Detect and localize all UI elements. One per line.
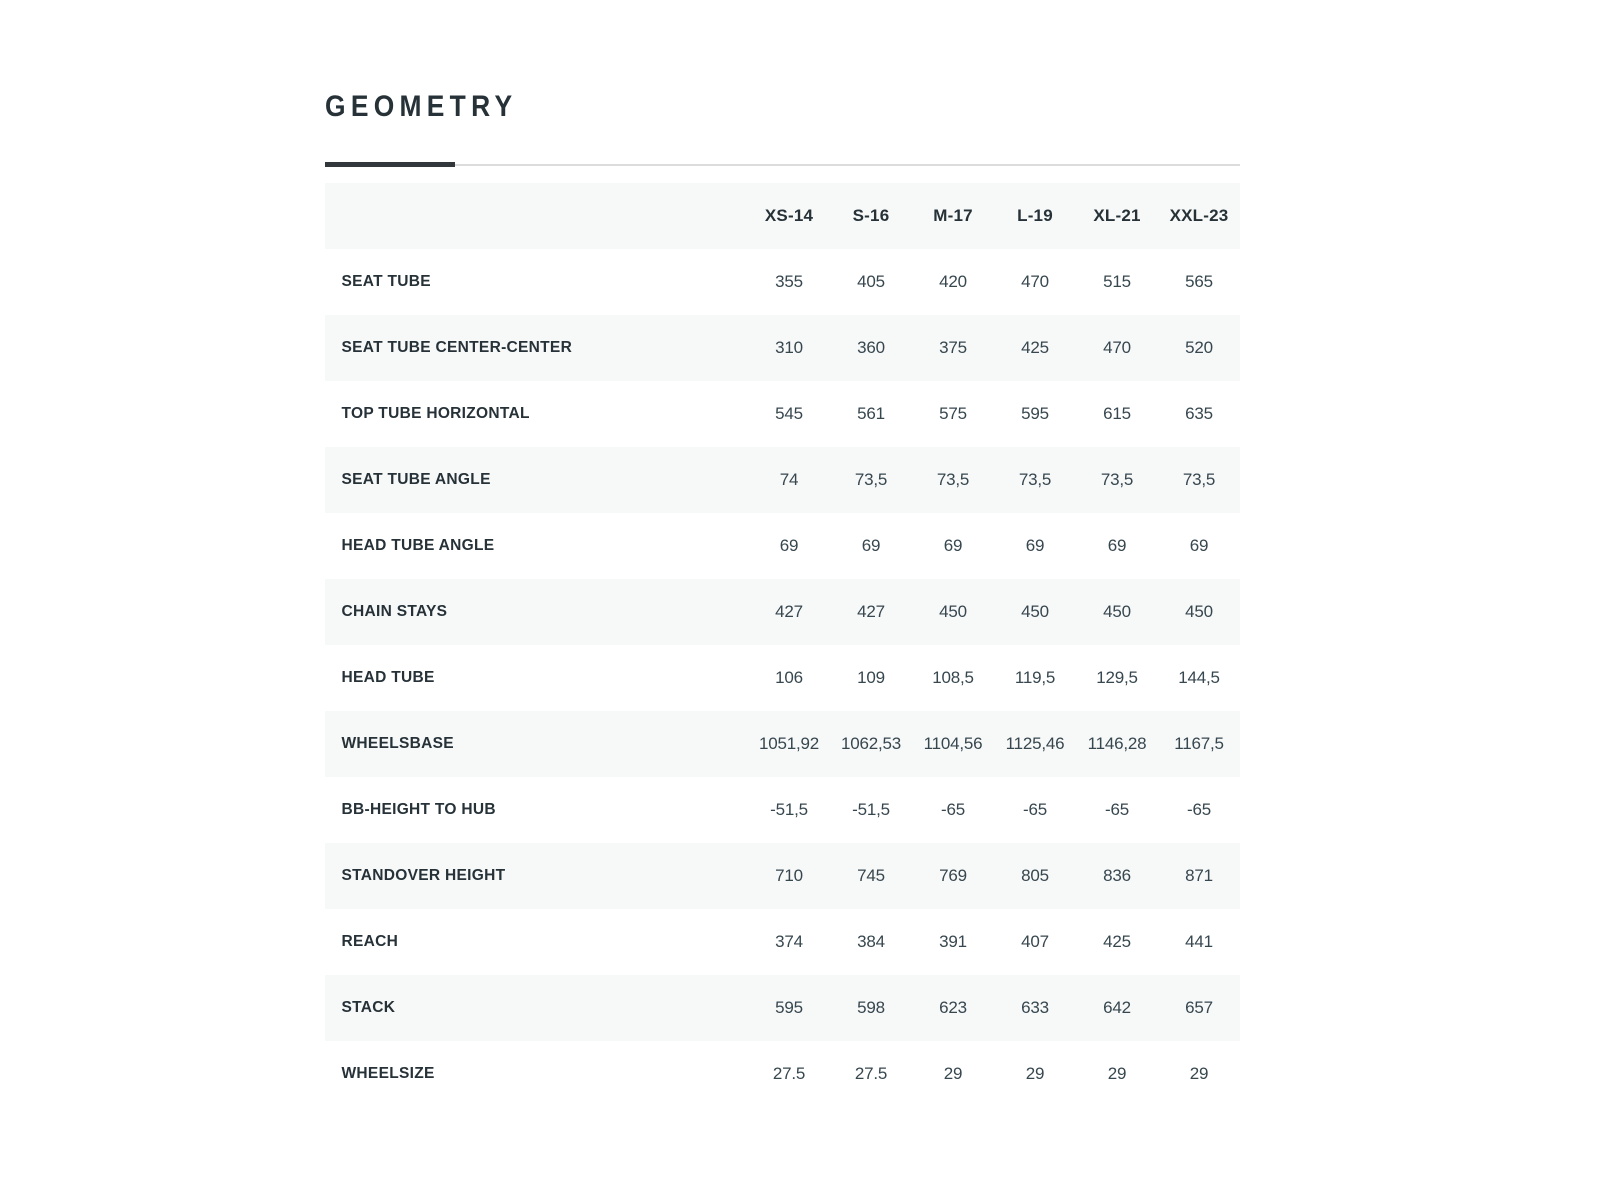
cell-value: 1062,53 <box>840 734 902 753</box>
table-row <box>325 315 1240 381</box>
cell-value: 420 <box>939 272 967 291</box>
cell-value: -51,5 <box>852 800 890 819</box>
cell-value: 73,5 <box>854 470 888 489</box>
cell-value: 69 <box>1025 536 1045 555</box>
title-divider <box>325 162 1240 167</box>
row-label: TOP TUBE HORIZONTAL <box>341 405 530 422</box>
cell-value: 73,5 <box>1018 470 1052 489</box>
cell-value: 69 <box>1189 536 1209 555</box>
cell-value: 69 <box>779 536 799 555</box>
cell-value: 69 <box>943 536 963 555</box>
cell-value: 565 <box>1185 272 1213 291</box>
cell-value: 633 <box>1021 998 1049 1017</box>
cell-value: 470 <box>1021 272 1049 291</box>
cell-value: 407 <box>1021 932 1049 951</box>
cell-value: 595 <box>775 998 803 1017</box>
row-label: REACH <box>341 933 399 950</box>
cell-value: 27.5 <box>854 1064 888 1083</box>
cell-value: 745 <box>857 866 885 885</box>
cell-value: 642 <box>1103 998 1131 1017</box>
cell-value: -65 <box>1023 800 1047 819</box>
table-row <box>325 711 1240 777</box>
row-label: WHEELSBASE <box>341 735 454 752</box>
row-label: CHAIN STAYS <box>341 603 448 620</box>
cell-value: 73,5 <box>936 470 970 489</box>
cell-value: 1167,5 <box>1174 734 1224 753</box>
cell-value: 836 <box>1103 866 1131 885</box>
table-row <box>325 513 1240 579</box>
cell-value: -51,5 <box>770 800 808 819</box>
cell-value: 427 <box>775 602 803 621</box>
cell-value: 391 <box>939 932 967 951</box>
cell-value: 1104,56 <box>923 734 983 753</box>
table-row <box>325 579 1240 645</box>
column-header-s-16: S-16 <box>852 206 890 225</box>
cell-value: 515 <box>1103 272 1131 291</box>
cell-value: 657 <box>1185 998 1213 1017</box>
cell-value: 73,5 <box>1100 470 1134 489</box>
column-header-m-17: M-17 <box>933 206 973 225</box>
cell-value: 109 <box>857 668 885 687</box>
table-row <box>325 447 1240 513</box>
table-body <box>325 249 1240 1107</box>
row-label: BB-HEIGHT TO HUB <box>341 801 496 818</box>
table-row <box>325 843 1240 909</box>
cell-value: 615 <box>1103 404 1131 423</box>
cell-value: 29 <box>1107 1064 1127 1083</box>
column-header-xs-14: XS-14 <box>764 206 814 225</box>
table-row <box>325 381 1240 447</box>
cell-value: 595 <box>1021 404 1049 423</box>
cell-value: 29 <box>943 1064 963 1083</box>
cell-value: 106 <box>775 668 803 687</box>
column-header-xl-21: XL-21 <box>1093 206 1141 225</box>
cell-value: 450 <box>939 602 967 621</box>
cell-value: 450 <box>1103 602 1131 621</box>
cell-value: 74 <box>779 470 799 489</box>
cell-value: 29 <box>1189 1064 1209 1083</box>
row-label: SEAT TUBE CENTER-CENTER <box>341 339 573 356</box>
cell-value: 119,5 <box>1014 668 1056 687</box>
cell-value: 520 <box>1185 338 1213 357</box>
divider-line <box>325 164 1240 166</box>
table-row <box>325 1041 1240 1107</box>
cell-value: 374 <box>775 932 803 951</box>
cell-value: 425 <box>1103 932 1131 951</box>
cell-value: 427 <box>857 602 885 621</box>
cell-value: 405 <box>857 272 885 291</box>
cell-value: 805 <box>1021 866 1049 885</box>
row-label: SEAT TUBE <box>341 273 431 290</box>
cell-value: 69 <box>1107 536 1127 555</box>
cell-value: 450 <box>1021 602 1049 621</box>
table-row <box>325 975 1240 1041</box>
row-label: SEAT TUBE ANGLE <box>341 471 491 488</box>
cell-value: 355 <box>775 272 803 291</box>
geometry-table <box>325 183 1240 1107</box>
cell-value: 108,5 <box>932 668 974 687</box>
cell-value: 710 <box>775 866 803 885</box>
table-row <box>325 909 1240 975</box>
cell-value: 425 <box>1021 338 1049 357</box>
cell-value: 871 <box>1185 866 1213 885</box>
header-spacer <box>325 183 748 249</box>
cell-value: 69 <box>861 536 881 555</box>
cell-value: -65 <box>1187 800 1211 819</box>
cell-value: 27.5 <box>772 1064 806 1083</box>
cell-value: 1146,28 <box>1087 734 1147 753</box>
cell-value: 29 <box>1025 1064 1045 1083</box>
geometry-section <box>325 92 1240 1107</box>
cell-value: 635 <box>1185 404 1213 423</box>
table-head <box>325 183 1240 249</box>
header-row <box>325 183 1240 249</box>
cell-value: 1125,46 <box>1005 734 1065 753</box>
column-header-l-19: L-19 <box>1017 206 1053 225</box>
cell-value: 360 <box>857 338 885 357</box>
cell-value: 144,5 <box>1178 668 1220 687</box>
row-label: STACK <box>341 999 396 1016</box>
cell-value: 470 <box>1103 338 1131 357</box>
cell-value: 598 <box>857 998 885 1017</box>
cell-value: -65 <box>1105 800 1129 819</box>
cell-value: 769 <box>939 866 967 885</box>
row-label: HEAD TUBE ANGLE <box>341 537 495 554</box>
cell-value: 545 <box>775 404 803 423</box>
row-label: WHEELSIZE <box>341 1065 435 1082</box>
cell-value: 623 <box>939 998 967 1017</box>
column-header-xxl-23: XXL-23 <box>1169 206 1229 225</box>
table-row <box>325 249 1240 315</box>
cell-value: 450 <box>1185 602 1213 621</box>
cell-value: 441 <box>1185 932 1213 951</box>
section-title: GEOMETRY <box>325 90 518 123</box>
row-label: STANDOVER HEIGHT <box>341 867 506 884</box>
cell-value: 1051,92 <box>758 734 820 753</box>
cell-value: 73,5 <box>1182 470 1216 489</box>
cell-value: 561 <box>857 404 885 423</box>
cell-value: 129,5 <box>1096 668 1138 687</box>
cell-value: 384 <box>857 932 885 951</box>
cell-value: 375 <box>939 338 967 357</box>
table-row <box>325 645 1240 711</box>
row-label: HEAD TUBE <box>341 669 435 686</box>
cell-value: 575 <box>939 404 967 423</box>
cell-value: -65 <box>941 800 965 819</box>
table-row <box>325 777 1240 843</box>
cell-value: 310 <box>775 338 803 357</box>
divider-accent <box>325 162 455 167</box>
